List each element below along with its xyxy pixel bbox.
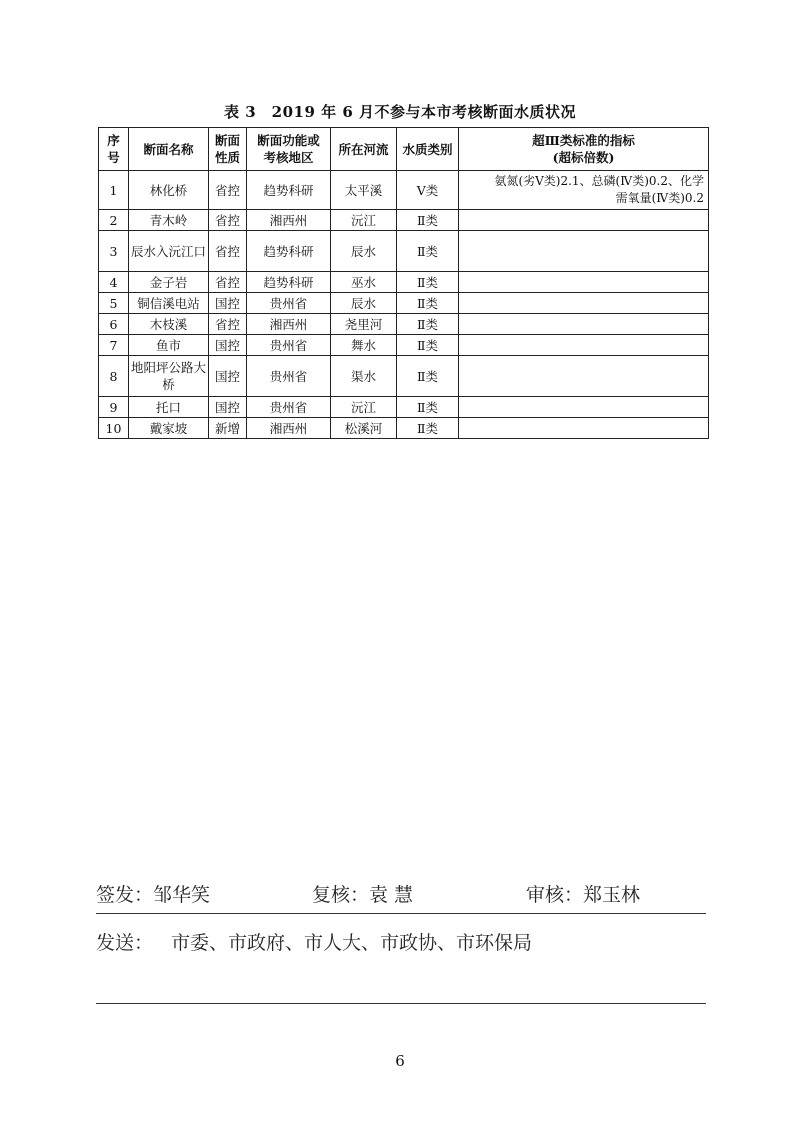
table-row xyxy=(99,314,709,335)
cell-exceed xyxy=(459,272,709,293)
issued-by: 签发：邹华笑 xyxy=(96,884,211,906)
cell-func: 趋势科研 xyxy=(247,171,331,210)
cell-name: 辰水入沅江口 xyxy=(129,231,209,272)
table-row xyxy=(99,231,709,272)
cell-river: 辰水 xyxy=(331,231,397,272)
cell-name: 铜信溪电站 xyxy=(129,293,209,314)
header-river: 所在河流 xyxy=(331,128,397,171)
distribution-label: 发送： xyxy=(96,932,154,954)
header-exceed: 超Ⅲ类标准的指标 (超标倍数) xyxy=(459,128,709,171)
cell-name: 林化桥 xyxy=(129,171,209,210)
table-row xyxy=(99,397,709,418)
cell-func: 湘西州 xyxy=(247,314,331,335)
cell-river: 沅江 xyxy=(331,210,397,231)
cell-name: 托口 xyxy=(129,397,209,418)
cell-func: 趋势科研 xyxy=(247,231,331,272)
cell-func: 贵州省 xyxy=(247,397,331,418)
cell-river: 巫水 xyxy=(331,272,397,293)
cell-class: Ⅱ类 xyxy=(397,356,459,397)
header-seq: 序 号 xyxy=(99,128,129,171)
cell-nature: 省控 xyxy=(209,210,247,231)
header-class: 水质类别 xyxy=(397,128,459,171)
cell-class: Ⅱ类 xyxy=(397,397,459,418)
table-row xyxy=(99,293,709,314)
distribution-line xyxy=(96,928,532,955)
table-row xyxy=(99,171,709,210)
cell-nature: 新增 xyxy=(209,418,247,439)
cell-func: 趋势科研 xyxy=(247,272,331,293)
cell-seq: 8 xyxy=(99,356,129,397)
cell-river: 舞水 xyxy=(331,335,397,356)
cell-name: 鱼市 xyxy=(129,335,209,356)
cell-nature: 国控 xyxy=(209,397,247,418)
table-header-row xyxy=(99,128,709,171)
cell-seq: 1 xyxy=(99,171,129,210)
cell-func: 贵州省 xyxy=(247,335,331,356)
cell-seq: 3 xyxy=(99,231,129,272)
cell-seq: 2 xyxy=(99,210,129,231)
distribution-recipients: 市委、市政府、市人大、市政协、市环保局 xyxy=(171,932,533,954)
cell-nature: 省控 xyxy=(209,231,247,272)
cell-name: 木枝溪 xyxy=(129,314,209,335)
cell-river: 太平溪 xyxy=(331,171,397,210)
table-row xyxy=(99,210,709,231)
cell-seq: 5 xyxy=(99,293,129,314)
cell-exceed xyxy=(459,418,709,439)
cell-class: Ⅱ类 xyxy=(397,210,459,231)
cell-class: Ⅴ类 xyxy=(397,171,459,210)
cell-nature: 国控 xyxy=(209,293,247,314)
header-name: 断面名称 xyxy=(129,128,209,171)
header-nature: 断面 性质 xyxy=(209,128,247,171)
audited-by: 审核：郑玉林 xyxy=(526,884,641,906)
cell-class: Ⅱ类 xyxy=(397,314,459,335)
cell-exceed xyxy=(459,314,709,335)
cell-river: 松溪河 xyxy=(331,418,397,439)
table-row xyxy=(99,272,709,293)
cell-name: 地阳坪公路大桥 xyxy=(129,356,209,397)
cell-func: 湘西州 xyxy=(247,418,331,439)
cell-seq: 6 xyxy=(99,314,129,335)
cell-seq: 10 xyxy=(99,418,129,439)
cell-func: 贵州省 xyxy=(247,356,331,397)
cell-func: 贵州省 xyxy=(247,293,331,314)
reviewed-by: 复核：袁 慧 xyxy=(312,884,414,906)
cell-exceed xyxy=(459,231,709,272)
table-row xyxy=(99,335,709,356)
table-caption: 表 3 2019 年 6 月不参与本市考核断面水质状况 xyxy=(223,103,576,121)
cell-class: Ⅱ类 xyxy=(397,231,459,272)
cell-class: Ⅱ类 xyxy=(397,335,459,356)
cell-nature: 国控 xyxy=(209,356,247,397)
cell-exceed xyxy=(459,335,709,356)
cell-name: 戴家坡 xyxy=(129,418,209,439)
header-func: 断面功能或 考核地区 xyxy=(247,128,331,171)
cell-exceed: 氨氮(劣Ⅴ类)2.1、总磷(Ⅳ类)0.2、化学 需氧量(Ⅳ类)0.2 xyxy=(459,171,709,210)
cell-class: Ⅱ类 xyxy=(397,293,459,314)
cell-exceed xyxy=(459,356,709,397)
cell-seq: 9 xyxy=(99,397,129,418)
cell-exceed xyxy=(459,293,709,314)
cell-class: Ⅱ类 xyxy=(397,418,459,439)
cell-river: 渠水 xyxy=(331,356,397,397)
water-quality-table xyxy=(98,127,709,439)
cell-class: Ⅱ类 xyxy=(397,272,459,293)
page-number: 6 xyxy=(395,1052,405,1070)
cell-river: 尧里河 xyxy=(331,314,397,335)
table-row xyxy=(99,356,709,397)
divider-top xyxy=(96,913,706,914)
cell-seq: 4 xyxy=(99,272,129,293)
cell-river: 沅江 xyxy=(331,397,397,418)
cell-name: 青木岭 xyxy=(129,210,209,231)
table-row xyxy=(99,418,709,439)
cell-river: 辰水 xyxy=(331,293,397,314)
cell-exceed xyxy=(459,397,709,418)
divider-bottom xyxy=(96,1003,706,1004)
cell-nature: 省控 xyxy=(209,272,247,293)
cell-exceed xyxy=(459,210,709,231)
cell-func: 湘西州 xyxy=(247,210,331,231)
cell-nature: 省控 xyxy=(209,171,247,210)
cell-nature: 省控 xyxy=(209,314,247,335)
cell-nature: 国控 xyxy=(209,335,247,356)
cell-name: 金子岩 xyxy=(129,272,209,293)
cell-seq: 7 xyxy=(99,335,129,356)
